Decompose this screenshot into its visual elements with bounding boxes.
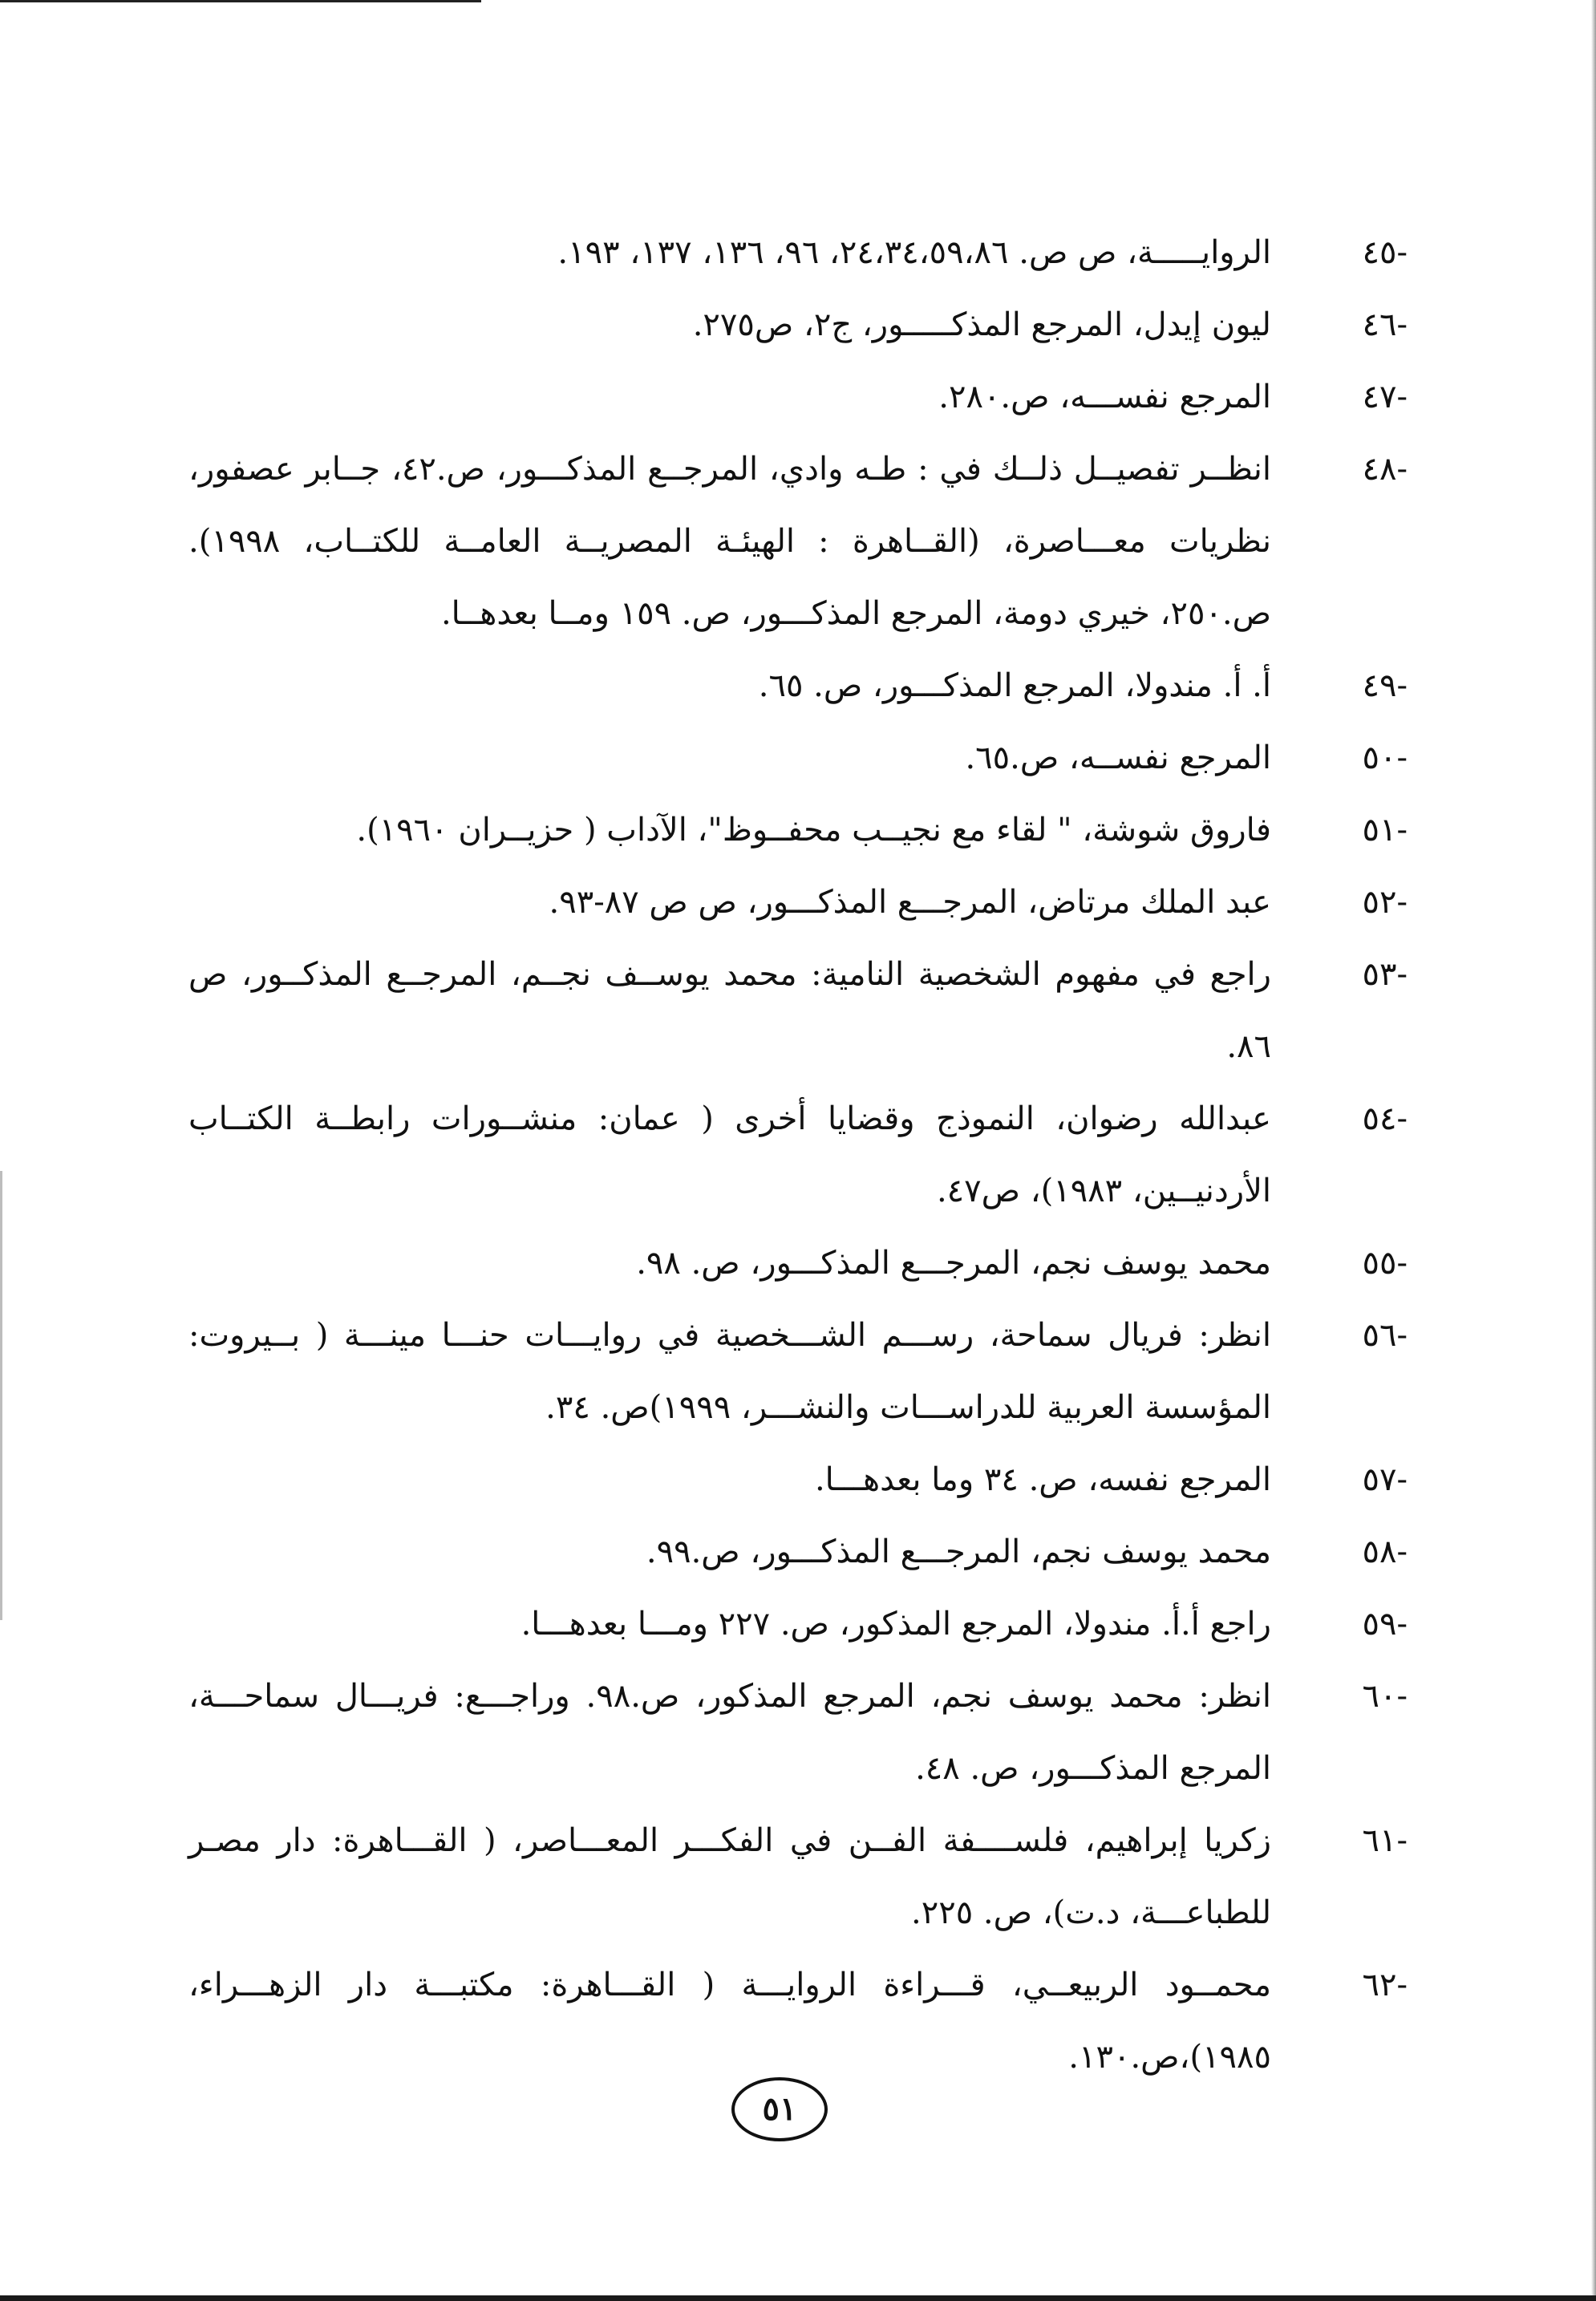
endnote-text: راجع في مفهوم الشخصية النامية: محمد يوســف نجــم، المرجــع المذكــور، ص ٨٦. bbox=[188, 956, 1271, 1065]
endnote-61 bbox=[188, 1805, 1408, 1949]
endnote-text: المرجع نفســه، ص.٦٥. bbox=[965, 739, 1271, 776]
endnote-text: راجع أ.أ. مندولا، المرجع المذكور، ص. ٢٢٧ ومـــا بعدهـــا. bbox=[521, 1606, 1271, 1643]
endnote-text: فاروق شوشة، " لقاء مع نجيــب محفــوظ"، الآداب ( حزيــران ١٩٦٠). bbox=[356, 812, 1271, 849]
endnote-text: محمد يوسف نجم، المرجـــع المذكـــور، ص. ٩٨. bbox=[636, 1245, 1271, 1282]
endnote-number: -٦٢ bbox=[1362, 1967, 1408, 2003]
page-number: ٥١ bbox=[731, 2077, 828, 2141]
endnote-48 bbox=[188, 433, 1408, 650]
endnotes-list bbox=[188, 217, 1408, 2093]
endnote-text: انظــر تفصيــل ذلــك في : طـه وادي، المرجــع المذكـــور، ص.٤٢، جــابر عصفور، نظريات معـــاصرة، (القــاهرة : الهيئـة المصريــة العامــة للكتــاب، ١٩٩٨). ص.٢٥٠، خيري دومة، المرجع المذكـــور، ص. ١٥٩ ومــا بعدهــا. bbox=[188, 451, 1272, 632]
endnote-58 bbox=[188, 1516, 1408, 1588]
endnote-number: -٥٩ bbox=[1362, 1606, 1408, 1643]
endnote-45 bbox=[188, 217, 1408, 289]
endnote-number: -٥٥ bbox=[1362, 1245, 1408, 1282]
endnote-text: انظر: محمد يوسف نجم، المرجع المذكور، ص.٩٨. وراجـــع: فريـــال سماحـــة، المرجع المذكـــور، ص. ٤٨. bbox=[188, 1678, 1271, 1787]
endnote-text: عبدالله رضوان، النموذج وقضايا أخرى ( عمان: منشــورات رابطــة الكتــاب الأردنيــين، ١٩٨٣)، ص٤٧. bbox=[188, 1100, 1271, 1209]
endnote-number: -٥٠ bbox=[1362, 739, 1408, 776]
endnote-47 bbox=[188, 361, 1408, 433]
endnote-text: انظر: فريال سماحة، رســـم الشـــخصية في روايـــات حنـــا مينـــة ( بــيروت: المؤسسة العربية للدراســـات والنشـــر، ١٩٩٩)ص. ٣٤. bbox=[188, 1317, 1271, 1426]
endnote-51 bbox=[188, 794, 1408, 866]
endnote-46 bbox=[188, 289, 1408, 361]
endnote-60 bbox=[188, 1660, 1408, 1805]
endnote-text: محمد يوسف نجم، المرجـــع المذكـــور، ص.٩٩. bbox=[646, 1533, 1271, 1570]
endnote-text: الروايـــــة، ص ص. ٢٤،٣٤،٥٩،٨٦، ٩٦، ١٣٦، ١٣٧، ١٩٣. bbox=[557, 234, 1271, 271]
left-scan-edge bbox=[0, 1171, 2, 1620]
endnote-57 bbox=[188, 1444, 1408, 1516]
endnote-56 bbox=[188, 1299, 1408, 1444]
endnote-59 bbox=[188, 1588, 1408, 1660]
endnote-49 bbox=[188, 650, 1408, 722]
endnote-number: -٦١ bbox=[1362, 1822, 1408, 1859]
endnote-number: -٥٨ bbox=[1362, 1533, 1408, 1570]
endnote-text: المرجع نفســـه، ص.٢٨٠. bbox=[938, 379, 1271, 415]
endnote-text: محمــود الربيعــي، قـــراءة الروايـــة ( القـــاهرة: مكتبـــة دار الزهـــراء، ١٩٨٥)،ص.١٣٠. bbox=[188, 1967, 1271, 2076]
endnote-number: -٥٧ bbox=[1362, 1461, 1408, 1498]
endnote-number: -٥٢ bbox=[1362, 884, 1408, 921]
endnote-text: المرجع نفسه، ص. ٣٤ وما بعدهـــا. bbox=[814, 1461, 1271, 1498]
endnote-number: -٤٧ bbox=[1362, 379, 1408, 415]
endnote-number: -٥٦ bbox=[1362, 1317, 1408, 1354]
endnote-text: ليون إيدل، المرجع المذكـــــور، ج٢، ص٢٧٥. bbox=[692, 306, 1271, 343]
endnote-number: -٦٠ bbox=[1362, 1678, 1408, 1715]
endnote-62 bbox=[188, 1949, 1408, 2093]
endnote-54 bbox=[188, 1083, 1408, 1227]
endnote-number: -٥٤ bbox=[1362, 1100, 1408, 1137]
endnote-text: أ. أ. مندولا، المرجع المذكـــور، ص. ٦٥. bbox=[758, 667, 1271, 704]
endnote-52 bbox=[188, 866, 1408, 938]
endnote-number: -٤٥ bbox=[1362, 234, 1408, 271]
endnote-number: -٤٦ bbox=[1362, 306, 1408, 343]
top-scan-rule bbox=[0, 0, 481, 2]
endnote-number: -٤٨ bbox=[1362, 451, 1408, 488]
endnote-text: عبد الملك مرتاض، المرجـــع المذكـــور، ص ص ٨٧-٩٣. bbox=[549, 884, 1271, 921]
bottom-scan-rule bbox=[0, 2295, 1596, 2301]
endnote-number: -٥١ bbox=[1362, 812, 1408, 849]
endnote-55 bbox=[188, 1227, 1408, 1299]
endnote-50 bbox=[188, 722, 1408, 794]
endnote-text: زكريا إبراهيم، فلســــفة الفــن في الفكـــر المعـــاصر، ( القـــاهرة: دار مصـر للطباعـــة، د.ت)، ص. ٢٢٥. bbox=[188, 1822, 1271, 1931]
endnote-number: -٤٩ bbox=[1362, 667, 1408, 704]
right-scan-edge bbox=[1591, 0, 1596, 2301]
endnote-53 bbox=[188, 938, 1408, 1083]
endnote-number: -٥٣ bbox=[1362, 956, 1408, 993]
